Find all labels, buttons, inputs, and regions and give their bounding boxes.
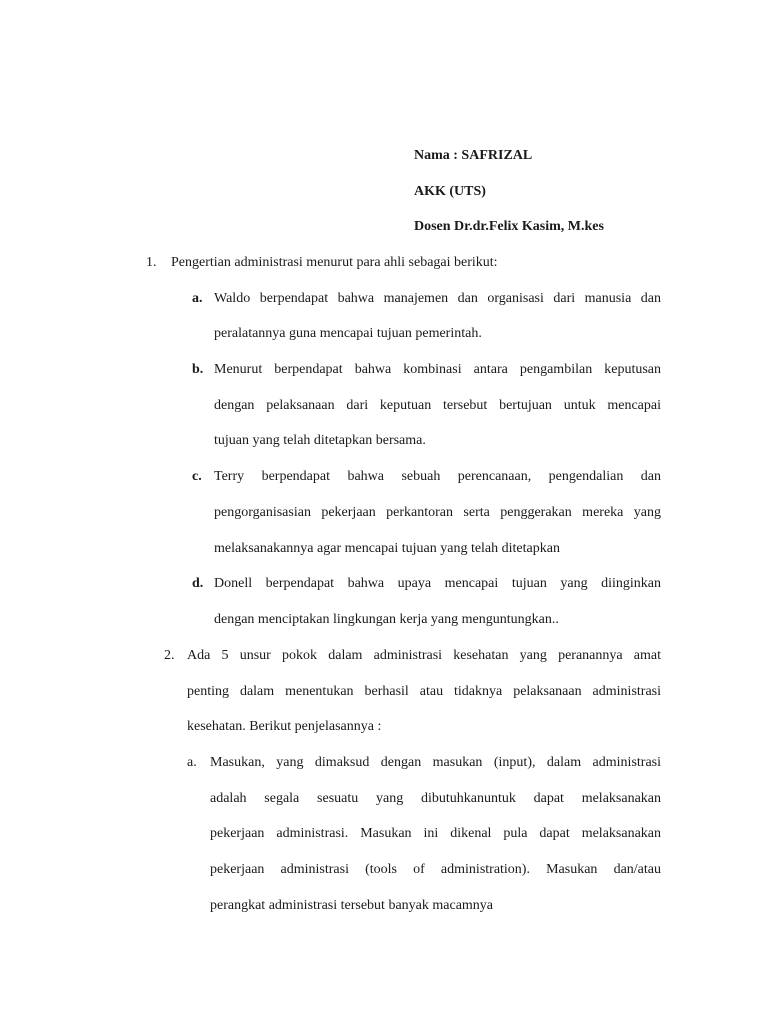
- subitem-letter-a: a.: [187, 755, 197, 770]
- item-number-1: 1.: [146, 255, 157, 270]
- item-number-2: 2.: [164, 648, 175, 663]
- subitem-letter-b: b.: [192, 362, 204, 377]
- subitem-a-line: peralatannya guna mencapai tujuan pemerintah.: [214, 326, 482, 341]
- subitem-a-line: Waldo berpendapat bahwa manajemen dan organisasi dari manusia dan: [214, 291, 661, 306]
- subitem-d-line: Donell berpendapat bahwa upaya mencapai tujuan yang diinginkan: [214, 576, 661, 591]
- subitem-a-line: pekerjaan administrasi (tools of administration). Masukan dan/atau: [210, 862, 661, 877]
- subitem-c-line: melaksanakannya agar mencapai tujuan yang telah ditetapkan: [214, 541, 560, 556]
- item-2-line: Ada 5 unsur pokok dalam administrasi kesehatan yang peranannya amat: [187, 648, 661, 663]
- subitem-a-line: perangkat administrasi tersebut banyak macamnya: [210, 898, 494, 913]
- item-2-line: kesehatan. Berikut penjelasannya :: [187, 719, 382, 734]
- student-name: Nama : SAFRIZAL: [414, 148, 533, 163]
- lecturer-name: Dosen Dr.dr.Felix Kasim, M.kes: [414, 219, 604, 234]
- subitem-b-line: Menurut berpendapat bahwa kombinasi antara pengambilan keputusan: [214, 362, 661, 377]
- subitem-letter-d: d.: [192, 576, 204, 591]
- subitem-d-line: dengan menciptakan lingkungan kerja yang menguntungkan..: [214, 612, 559, 627]
- subitem-letter-c: c.: [192, 469, 202, 484]
- subitem-a-line: pekerjaan administrasi. Masukan ini dikenal pula dapat melaksanakan: [210, 826, 661, 841]
- subitem-a-line: adalah segala sesuatu yang dibutuhkanuntuk dapat melaksanakan: [210, 791, 661, 806]
- item-2-line: penting dalam menentukan berhasil atau tidaknya pelaksanaan administrasi: [187, 684, 661, 699]
- subitem-letter-a: a.: [192, 291, 203, 306]
- subitem-b-line: dengan pelaksanaan dari keputuan tersebut bertujuan untuk mencapai: [214, 398, 661, 413]
- item-1-line: Pengertian administrasi menurut para ahli sebagai berikut:: [171, 255, 498, 270]
- subitem-a-line: Masukan, yang dimaksud dengan masukan (input), dalam administrasi: [210, 755, 661, 770]
- course-title: AKK (UTS): [414, 184, 486, 199]
- subitem-c-line: pengorganisasian pekerjaan perkantoran serta penggerakan mereka yang: [214, 505, 661, 520]
- subitem-c-line: Terry berpendapat bahwa sebuah perencanaan, pengendalian dan: [214, 469, 661, 484]
- subitem-b-line: tujuan yang telah ditetapkan bersama.: [214, 433, 426, 448]
